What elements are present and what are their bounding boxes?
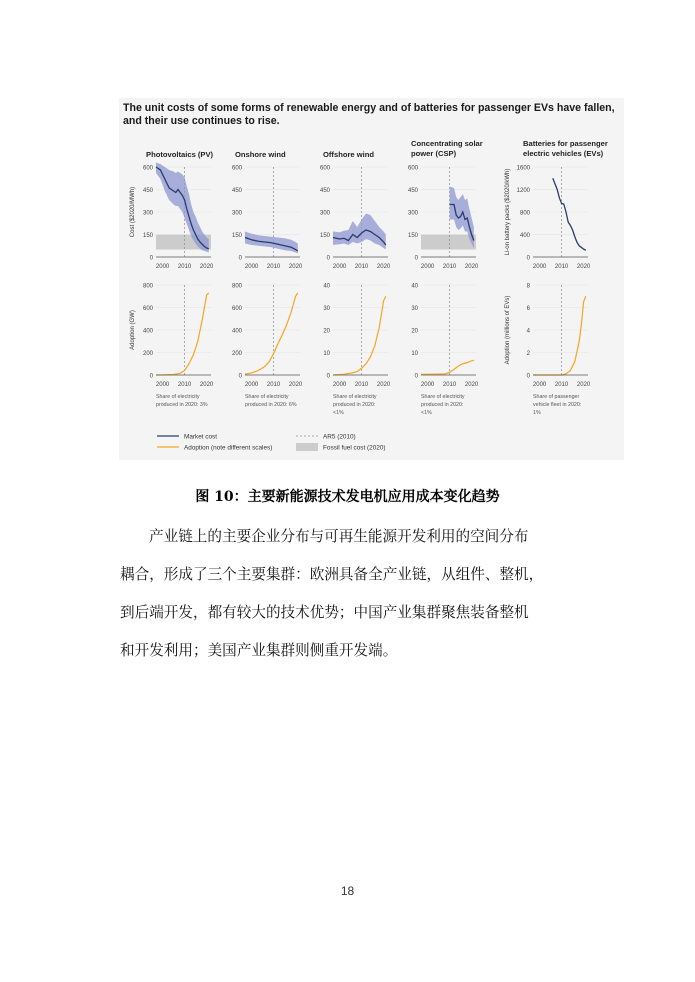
p2-x-tick-label: 2010 — [266, 264, 281, 270]
page-number: 18 — [340, 884, 355, 898]
p6-adoption-line — [156, 293, 209, 375]
p5-market-cost-line — [553, 178, 586, 250]
p1-y-axis-label: Cost ($2020/MWh) — [130, 186, 136, 238]
p2-x-tick-label: 2000 — [244, 264, 259, 270]
p10-x-tick-label: 2020 — [576, 382, 591, 388]
body-paragraph — [120, 518, 590, 670]
p10-x-tick-label: 2000 — [532, 382, 547, 388]
p9-y-tick-label: 40 — [411, 283, 418, 290]
p6-y-tick-label: 0 — [149, 373, 153, 380]
p9-y-tick-label: 20 — [411, 328, 418, 335]
p5-y-tick-label: 0 — [526, 255, 530, 262]
p10-y-tick-label: 8 — [526, 283, 530, 290]
p8-share-note-line: <1% — [333, 410, 344, 416]
p7-x-tick-label: 2020 — [288, 382, 303, 388]
p2-y-tick-label: 450 — [231, 188, 242, 194]
figure-title-line-2: and their use continues to rise. — [123, 115, 280, 127]
p4-panel-title-line: Concentrating solar — [411, 139, 483, 148]
p10-adoption-line — [533, 296, 586, 375]
p5-y-tick-label: 800 — [519, 210, 530, 217]
p9-x-tick-label: 2020 — [464, 382, 479, 388]
p3-panel-title-line: Offshore wind — [323, 150, 375, 159]
p4-y-tick-label: 300 — [407, 210, 418, 217]
p6-y-tick-label: 400 — [142, 328, 153, 335]
p7-y-tick-label: 200 — [231, 351, 242, 357]
p8-y-tick-label: 40 — [323, 283, 330, 290]
p3-cost-range-band — [333, 214, 386, 250]
p7-x-tick-label: 2010 — [266, 382, 281, 388]
p6-y-tick-label: 600 — [142, 306, 153, 312]
p10-share-note-line: vehicle fleet in 2020: — [533, 402, 582, 408]
p1-panel-title-line: Photovoltaics (PV) — [146, 150, 214, 159]
p10-share-note-line: Share of passenger — [533, 394, 580, 400]
p10-y-axis-label: Adoption (millions of EVs) — [505, 295, 511, 365]
p7-adoption-line — [245, 293, 298, 374]
p9-share-note-line: Share of electricity — [421, 394, 465, 400]
p8-share-note-line: Share of electricity — [333, 394, 377, 400]
figure-title-line-1: The unit costs of some forms of renewable energy and of batteries for passenger EVs have fallen, — [123, 102, 615, 114]
p3-y-tick-label: 300 — [319, 210, 330, 217]
p9-y-tick-label: 10 — [411, 351, 418, 357]
legend-fossil-swatch — [296, 443, 318, 451]
p4-x-tick-label: 2000 — [420, 264, 435, 270]
p1-y-tick-label: 600 — [142, 165, 153, 172]
p9-share-note-line: <1% — [421, 410, 432, 416]
p10-y-tick-label: 2 — [526, 351, 530, 357]
p2-panel-title-line: Onshore wind — [235, 150, 286, 159]
p8-x-tick-label: 2000 — [332, 382, 347, 388]
p4-panel-title-line: power (CSP) — [411, 149, 457, 158]
paragraph-line-4: 和开发利用；美国产业集群则侧重开发端。 — [120, 642, 398, 659]
p4-y-tick-label: 150 — [407, 233, 418, 239]
p3-x-tick-label: 2010 — [354, 264, 369, 270]
p1-x-tick-label: 2000 — [155, 264, 170, 270]
p7-y-tick-label: 0 — [238, 373, 242, 380]
p7-y-tick-label: 800 — [231, 283, 242, 290]
p6-x-tick-label: 2020 — [199, 382, 214, 388]
legend-market-cost-label: Market cost — [184, 433, 218, 441]
p5-y-axis-label: Li-on battery packs ($2020/kWh) — [505, 168, 511, 256]
p4-x-tick-label: 2010 — [442, 264, 457, 270]
p5-y-tick-label: 400 — [519, 233, 530, 239]
p5-x-tick-label: 2020 — [576, 264, 591, 270]
p9-y-tick-label: 0 — [414, 373, 418, 380]
p3-y-tick-label: 150 — [319, 233, 330, 239]
p1-y-tick-label: 300 — [142, 210, 153, 217]
p8-x-tick-label: 2010 — [354, 382, 369, 388]
p3-x-tick-label: 2020 — [376, 264, 391, 270]
p6-x-tick-label: 2010 — [177, 382, 192, 388]
p4-y-tick-label: 0 — [414, 255, 418, 262]
p4-fossil-fuel-band — [421, 235, 476, 250]
p3-x-tick-label: 2000 — [332, 264, 347, 270]
figure-caption: 图 10：主要新能源技术发电机应用成本变化趋势 — [195, 489, 500, 505]
p6-y-tick-label: 200 — [142, 351, 153, 357]
p3-y-tick-label: 450 — [319, 188, 330, 194]
paragraph-line-3: 到后端开发，都有较大的技术优势；中国产业集群聚焦装备整机 — [120, 604, 529, 621]
paragraph-line-1: 产业链上的主要企业分布与可再生能源开发利用的空间分布 — [149, 528, 529, 545]
p9-y-tick-label: 30 — [411, 306, 418, 312]
p2-y-tick-label: 150 — [231, 233, 242, 239]
p2-y-tick-label: 0 — [238, 255, 242, 262]
p2-x-tick-label: 2020 — [288, 264, 303, 270]
p5-panel-title-line: Batteries for passenger — [523, 139, 608, 148]
p8-y-tick-label: 30 — [323, 306, 330, 312]
p7-y-tick-label: 600 — [231, 306, 242, 312]
p8-y-tick-label: 20 — [323, 328, 330, 335]
p1-y-tick-label: 150 — [142, 233, 153, 239]
p10-x-tick-label: 2010 — [554, 382, 569, 388]
p3-y-tick-label: 0 — [326, 255, 330, 262]
p10-y-tick-label: 0 — [526, 373, 530, 380]
p2-y-tick-label: 600 — [231, 165, 242, 172]
p9-adoption-line — [421, 360, 474, 374]
legend-adoption-label: Adoption (note different scales) — [184, 444, 273, 452]
p10-share-note-line: 1% — [533, 410, 541, 416]
p6-x-tick-label: 2000 — [155, 382, 170, 388]
p2-y-tick-label: 300 — [231, 210, 242, 217]
p8-adoption-line — [333, 296, 386, 375]
p6-share-note-line: Share of electricity — [156, 394, 200, 400]
p4-y-tick-label: 450 — [407, 188, 418, 194]
p5-x-tick-label: 2010 — [554, 264, 569, 270]
p8-share-note-line: produced in 2020: — [333, 402, 376, 408]
legend-fossil-label: Fossil fuel cost (2020) — [323, 444, 386, 452]
p1-x-tick-label: 2020 — [199, 264, 214, 270]
p5-y-tick-label: 1200 — [516, 188, 530, 194]
p5-y-tick-label: 1600 — [516, 165, 530, 172]
p10-y-tick-label: 4 — [526, 328, 530, 335]
p7-share-note-line: Share of electricity — [245, 394, 289, 400]
p6-y-axis-label: Adoption (GW) — [130, 310, 136, 350]
p6-y-tick-label: 800 — [142, 283, 153, 290]
p8-y-tick-label: 0 — [326, 373, 330, 380]
p4-x-tick-label: 2020 — [464, 264, 479, 270]
p9-x-tick-label: 2000 — [420, 382, 435, 388]
p1-y-tick-label: 0 — [149, 255, 153, 262]
legend-ar5-label: AR5 (2010) — [323, 433, 356, 441]
p5-panel-title-line: electric vehicles (EVs) — [523, 149, 604, 158]
p6-share-note-line: produced in 2020: 3% — [156, 402, 208, 408]
p1-x-tick-label: 2010 — [177, 264, 192, 270]
p10-y-tick-label: 6 — [526, 306, 530, 312]
p4-y-tick-label: 600 — [407, 165, 418, 172]
p3-y-tick-label: 600 — [319, 165, 330, 172]
paragraph-line-2: 耦合，形成了三个主要集群：欧洲具备全产业链，从组件、整机， — [120, 566, 544, 583]
p7-x-tick-label: 2000 — [244, 382, 259, 388]
p7-y-tick-label: 400 — [231, 328, 242, 335]
p1-y-tick-label: 450 — [142, 188, 153, 194]
p8-x-tick-label: 2020 — [376, 382, 391, 388]
p9-share-note-line: produced in 2020: — [421, 402, 464, 408]
p8-y-tick-label: 10 — [323, 351, 330, 357]
p9-x-tick-label: 2010 — [442, 382, 457, 388]
p7-share-note-line: produced in 2020: 6% — [245, 402, 297, 408]
p5-x-tick-label: 2000 — [532, 264, 547, 270]
